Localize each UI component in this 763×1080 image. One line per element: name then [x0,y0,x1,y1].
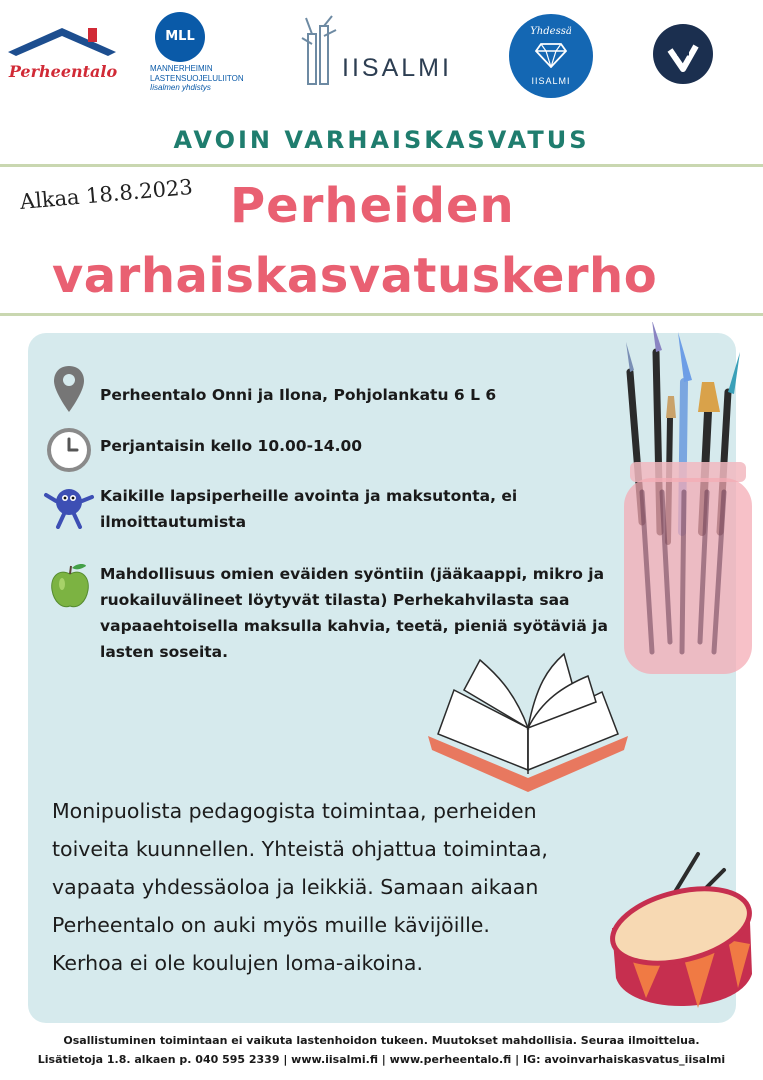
description-paragraph [52,792,652,982]
veikkaus-v-icon [653,24,713,84]
title-line2: varhaiskasvatuskerho [52,248,658,304]
mll-line1: MANNERHEIMIN [150,64,213,73]
clock-icon [46,427,92,473]
bottom-divider [0,313,763,316]
detail-open-to-all [100,483,580,535]
detail-open-line1: Kaikille lapsiperheille avointa ja maksutonta, ei [100,487,518,505]
start-date: Alkaa 18.8.2023 [18,174,194,214]
description-line5: Kerhoa ei ole koulujen loma-aikoina. [52,951,423,975]
mll-mark: MLL [155,12,205,62]
perheentalo-wordmark: Perheentalo [8,62,118,81]
iisalmi-logo [298,14,468,88]
location-pin-icon [52,364,86,414]
footer [0,1031,763,1069]
description-line1: Monipuolista pedagogista toimintaa, perheiden [52,799,537,823]
description-line2: toiveita kuunnellen. Yhteistä ohjattua toimintaa, [52,837,548,861]
mll-subtitle [150,64,244,93]
paintbrush-jar-illustration [612,322,762,682]
top-divider [0,164,763,167]
description-line3: vapaata yhdessäoloa ja leikkiä. Samaan aikaan [52,875,539,899]
diamond-icon [535,42,567,68]
open-book-illustration [424,650,634,792]
footer-line1: Osallistuminen toimintaan ei vaikuta lastenhoidon tukeen. Muutokset mahdollisia. Seuraa ilmoittelua. [63,1034,700,1047]
veikkaus-logo [653,24,713,84]
perheentalo-logo [4,22,122,88]
detail-food-line2: ruokailuvälineet löytyvät tilasta) Perhekahvilasta saa [100,591,570,609]
character-icon [42,485,96,529]
description-line4: Perheentalo on auki myös muille kävijöille. [52,913,490,937]
tree-icon [298,14,342,88]
detail-food-line1: Mahdollisuus omien eväiden syöntiin (jääkaappi, mikro ja [100,565,605,583]
yhdessa-top-text: Yhdessä [530,26,572,37]
apple-icon [50,562,90,610]
detail-food-line3: vapaaehtoisella maksulla kahvia, teetä, pieniä syötäviä ja [100,617,608,635]
mll-logo [150,12,260,96]
iisalmi-wordmark: IISALMI [342,54,452,82]
yhdessa-iisalmi-logo [509,14,593,98]
kicker-heading: AVOIN VARHAISKASVATUS [173,126,590,154]
mll-line2: LASTENSUOJELULIITON [150,73,244,83]
footer-line2: Lisätietoja 1.8. alkaen p. 040 595 2339 | www.iisalmi.fi | www.perheentalo.fi | IG: avoinvarhaiskasvatus_iisalmi [37,1053,726,1066]
detail-location: Perheentalo Onni ja Ilona, Pohjolankatu 6 L 6 [100,386,497,404]
detail-open-line2: ilmoittautumista [100,513,247,531]
title-line1: Perheiden [230,178,515,234]
yhdessa-bottom-text: IISALMI [531,76,571,86]
detail-time: Perjantaisin kello 10.00-14.00 [100,437,363,455]
detail-food-line4: lasten soseita. [100,643,229,661]
drum-illustration [606,848,760,1024]
mll-line3: Iisalmen yhdistys [150,83,211,92]
house-icon [4,22,122,62]
